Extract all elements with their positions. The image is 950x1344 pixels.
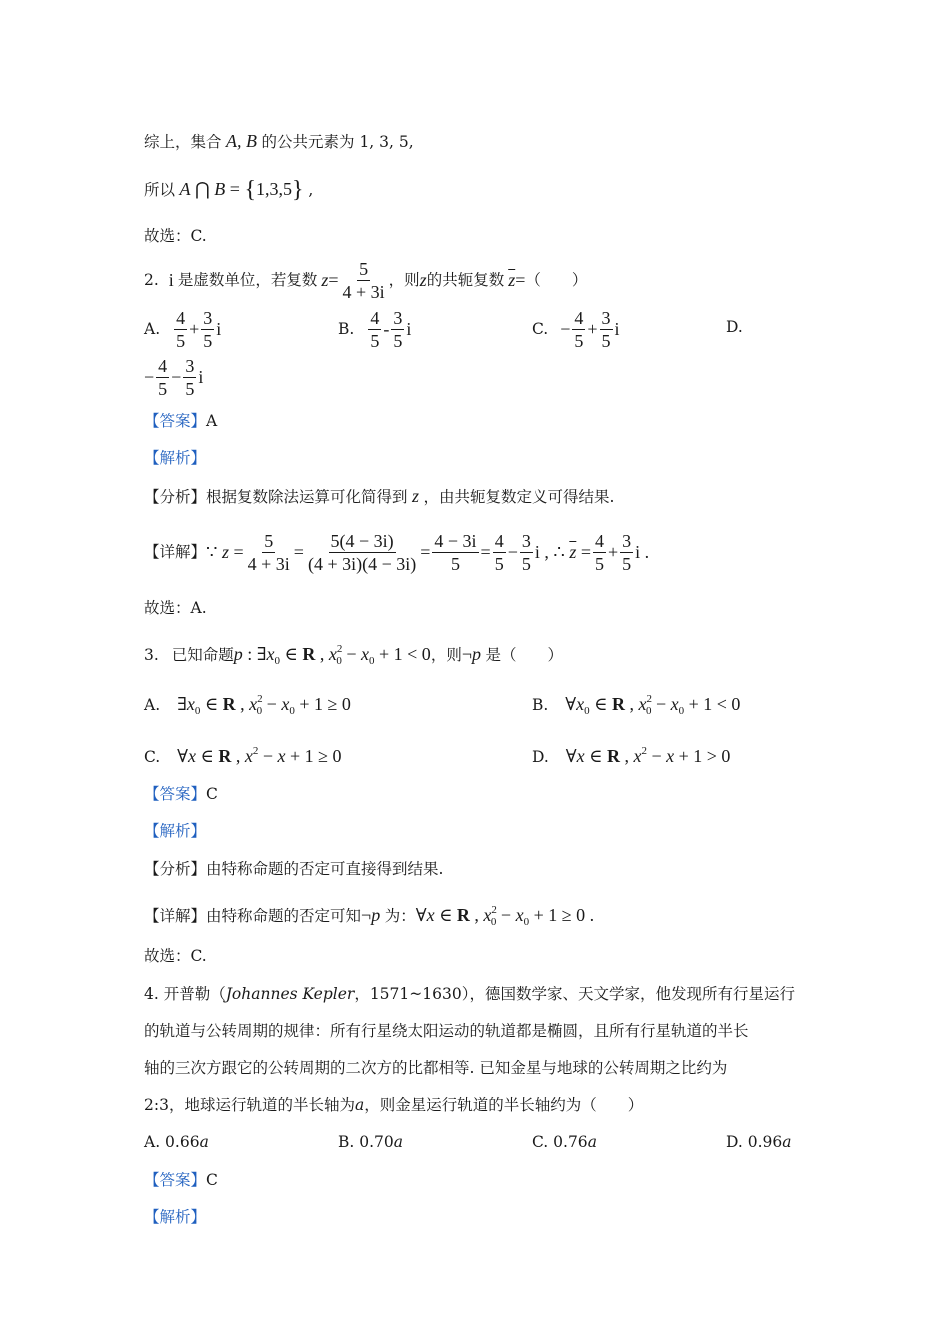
option-a: A. $\frac{4}{5}$ + $\frac{3}{5}$ i (144, 307, 222, 351)
answer-value: A (206, 412, 218, 430)
xiangjie-tag: 【详解】 (144, 907, 207, 925)
detail-line (144, 899, 594, 933)
option-d-label: D. (726, 318, 743, 336)
answer-tag: 【答案】 (144, 1171, 207, 1189)
math-eq: = (515, 270, 526, 290)
analysis-line (144, 485, 614, 508)
answer-line (144, 410, 217, 432)
text: ，由共轭复数定义可得结果. (423, 488, 615, 506)
math-fraction: $\frac{5(4 - 3i)}{(4 + 3i)(4 - 3i)}$ (307, 530, 417, 574)
text-line-2: 所以 A ⋂ B = {1,3,5} , (144, 177, 314, 203)
math-fraction: $\frac{3}{5}$ (622, 530, 632, 574)
option-d (726, 1131, 792, 1153)
text: 根据复数除法运算可化简得到 (206, 488, 408, 506)
math-fraction: $\frac{4}{5}$ (494, 530, 504, 574)
math-intersection: A ⋂ B = {1,3,5} (179, 177, 304, 203)
analysis-line (144, 858, 443, 880)
option-a (144, 1131, 209, 1153)
math-because: ∵ z = (206, 542, 244, 562)
math-eq: = (328, 270, 339, 290)
text: 是虚数单位，若复数 (177, 271, 318, 289)
option-label: A. (144, 696, 161, 714)
text: （ ） (525, 271, 588, 289)
detail-line: 【详解】 ∵ z = $\frac{5}{4 + 3i}$ = $\frac{5(4 - 3i)}{(4 + 3i)(4 - 3i)}$ = $\frac{4 - 3i}{5}$ = $\frac{4}{5}$ − $\frac{3}{5}$ i , ∴ $\overline{z}$ = $\frac{4}{5}$ + $\frac{3}{5}$ i . (144, 530, 650, 574)
option-label: C. (144, 748, 161, 766)
math-fraction: $\frac{3}{5}$ (393, 307, 403, 351)
question-4-line-3: 轴的三次方跟它的公转周期的二次方的比都相等. 已知金星与地球的公转周期之比约为 (144, 1059, 728, 1077)
question-4-line-4 (144, 1094, 643, 1116)
option-label: B. (338, 320, 355, 338)
option-text: C. 0.76 (532, 1133, 588, 1151)
math-a: a (199, 1133, 209, 1151)
question-4-line-2: 的轨道与公转周期的规律：所有行星绕太阳运动的轨道都是椭圆，且所有行星轨道的半长 (144, 1022, 749, 1040)
option-text: A. 0.66 (144, 1133, 200, 1151)
math-fraction: $\frac{4}{5}$ (370, 307, 380, 351)
text: 综上，集合 (144, 133, 222, 151)
text: ，则 (430, 646, 462, 664)
text: 的公共元素为 1, 3, 5, (261, 133, 414, 151)
text: 由特称命题的否定可直接得到结果. (206, 860, 444, 878)
math-i: i (168, 270, 174, 290)
option-b (338, 1131, 403, 1153)
math-fraction: $\frac{4}{5}$ (158, 355, 168, 399)
question-4-line-1 (144, 983, 795, 1005)
math-fraction: $\frac{3}{5}$ (521, 530, 531, 574)
answer-tag: 【答案】 (144, 412, 207, 430)
text: ，1571~1630），德国数学家、天文学家，他发现所有行星运行 (354, 985, 795, 1003)
math-a: a (354, 1096, 365, 1114)
question-number: 2. (144, 271, 159, 289)
choose-line: 故选：C. (144, 947, 207, 965)
math-not-p: ¬p (361, 905, 381, 925)
math-a: a (782, 1133, 792, 1151)
text: 4. 开普勒（ (144, 985, 226, 1003)
text: ，则 (388, 271, 420, 289)
option-b: B. $\forall x_0$ ∈ R , $x^2_0 - x_0 + 1 < 0$ (532, 693, 741, 717)
option-label: C. (532, 320, 549, 338)
text: ，则金星运行轨道的半长轴约为（ ） (364, 1096, 644, 1114)
math-negation: ∀x ∈ R , $x^2_0 - x_0 + 1 \ge 0$ . (415, 904, 595, 928)
math-proposition: p : $\exists x_0$ ∈ R , $x^2_0 - x_0 + 1 < 0$ (233, 643, 431, 667)
option-c (532, 1131, 597, 1153)
math-z: z (321, 270, 329, 290)
math-zbar: $\overline{z}$ (508, 270, 516, 290)
answer-value: C (206, 1171, 218, 1189)
fenxi-tag: 【分析】 (144, 860, 207, 878)
math-z: z (419, 270, 427, 290)
option-label: B. (532, 696, 549, 714)
math-a: a (587, 1133, 597, 1151)
option-label: D. (532, 748, 549, 766)
option-a: A. $\exists x_0$ ∈ R , $x^2_0 - x_0 + 1 \ge 0$ (144, 693, 351, 717)
text: 所以 (144, 181, 176, 199)
option-d: − $\frac{4}{5}$ − $\frac{3}{5}$ i (144, 355, 204, 399)
answer-value: C (206, 785, 218, 803)
text: 是（ ） (485, 646, 563, 664)
option-c: C. ∀x ∈ R , $x^2 - x + 1 \ge 0$ (144, 745, 342, 766)
option-c: C. − $\frac{4}{5}$ + $\frac{3}{5}$ i (532, 307, 620, 351)
question-2-stem (144, 255, 587, 305)
option-text: D. 0.96 (726, 1133, 783, 1151)
math-fraction: $\frac{5}{4 + 3i}$ (342, 258, 385, 302)
math-fraction: $\frac{5}{4 + 3i}$ (247, 530, 290, 574)
text-line-1 (144, 130, 414, 153)
option-text: B. 0.70 (338, 1133, 394, 1151)
option-d: D. ∀x ∈ R , $x^2 - x + 1 > 0$ (532, 745, 731, 766)
math-fraction: $\frac{4 - 3i}{5}$ (434, 530, 477, 574)
math-a: a (393, 1133, 404, 1151)
math-fraction: $\frac{4}{5}$ (594, 530, 604, 574)
analysis-tag: 【解析】 (144, 1208, 207, 1226)
text: 的共轭复数 (426, 271, 505, 289)
fenxi-tag: 【分析】 (144, 488, 207, 506)
analysis-tag: 【解析】 (144, 822, 207, 840)
choose-line: 故选：A. (144, 599, 207, 617)
math-fraction: $\frac{4}{5}$ (176, 307, 186, 351)
text: 已知命题 (171, 646, 234, 664)
text: 2:3，地球运行轨道的半长轴为 (144, 1096, 355, 1114)
math-fraction: $\frac{3}{5}$ (203, 307, 213, 351)
math-set-ab: A, B (221, 131, 262, 151)
answer-line (144, 1169, 218, 1191)
option-label: A. (144, 320, 161, 338)
math-not-p: ¬p (461, 644, 481, 664)
math-fraction: $\frac{3}{5}$ (185, 355, 195, 399)
math-fraction: $\frac{3}{5}$ (601, 307, 611, 351)
xiangjie-tag: 【详解】 (144, 543, 207, 561)
option-b: B. $\frac{4}{5}$ - $\frac{3}{5}$ i (338, 307, 412, 351)
choose-line: 故选：C. (144, 227, 207, 245)
text: 为： (384, 907, 416, 925)
analysis-tag: 【解析】 (144, 449, 207, 467)
text: 由特称命题的否定可知 (206, 907, 362, 925)
answer-tag: 【答案】 (144, 785, 207, 803)
question-3-stem (144, 638, 563, 672)
math-fraction: $\frac{4}{5}$ (574, 307, 584, 351)
text-kepler: Johannes Kepler (225, 985, 355, 1003)
math-z: z (407, 486, 424, 506)
answer-line (144, 783, 218, 805)
question-number: 3. (144, 646, 159, 664)
